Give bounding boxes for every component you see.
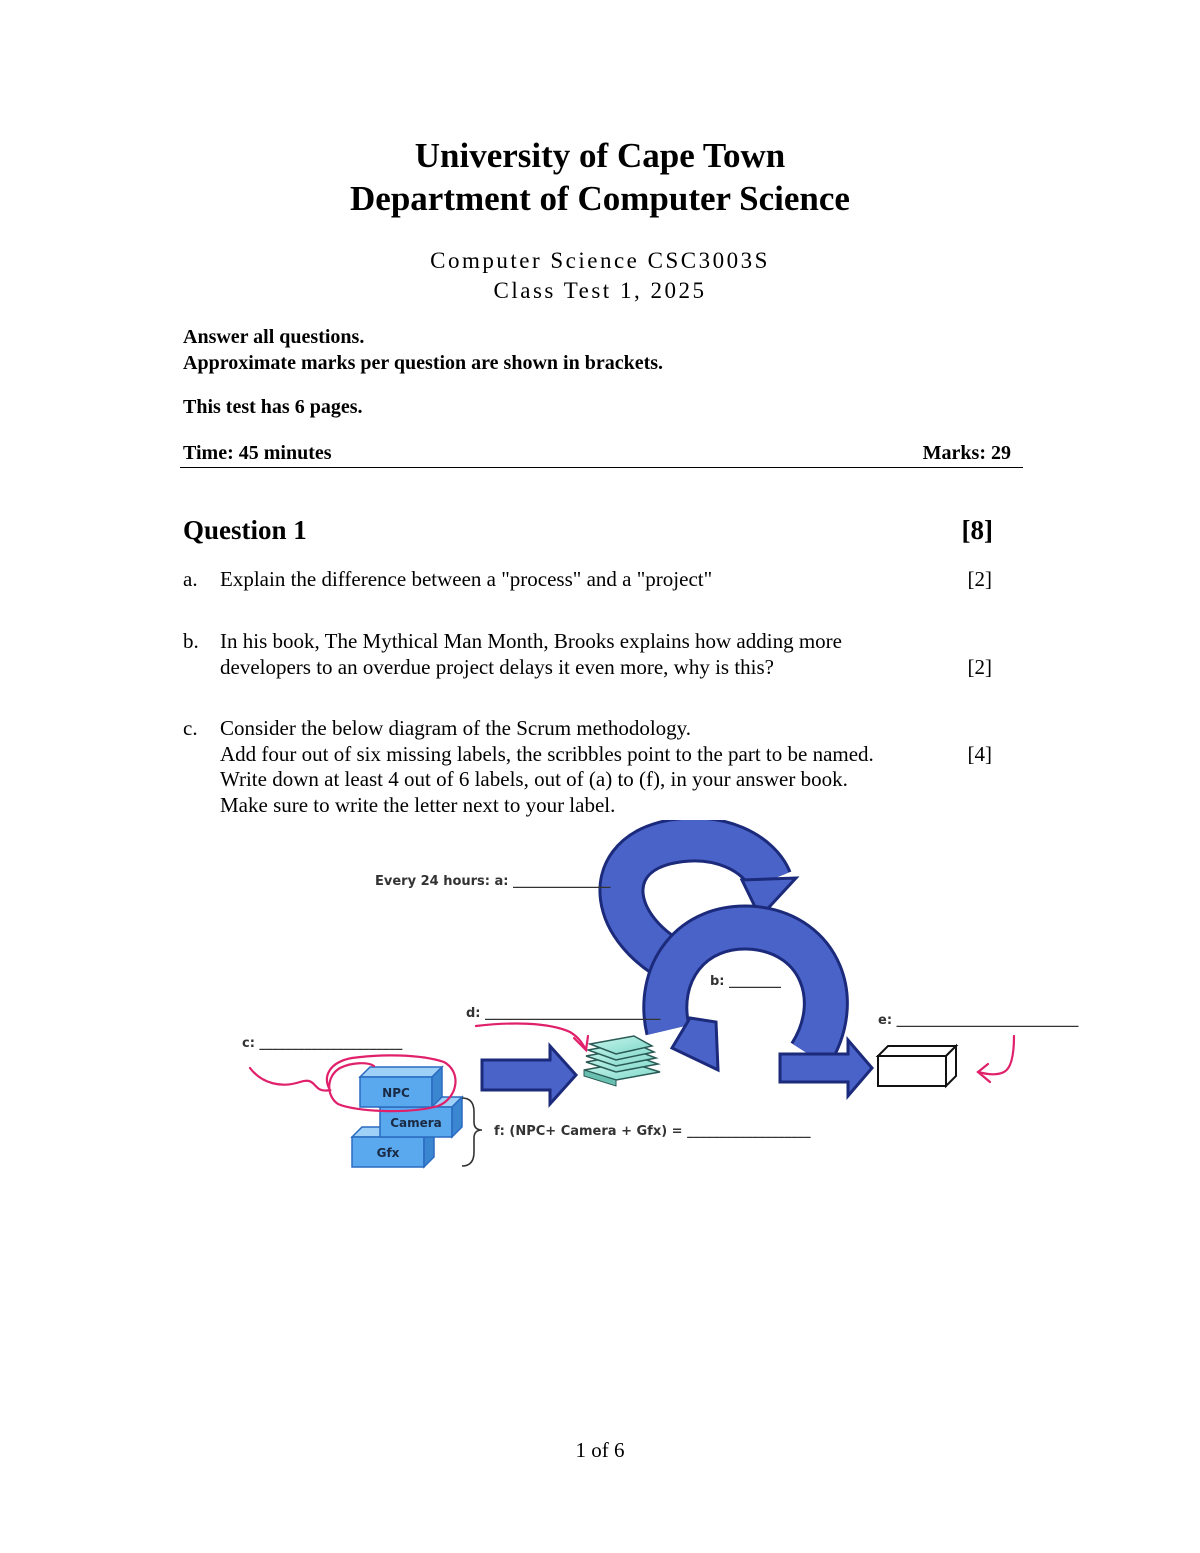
part-b-letter: b. (183, 629, 199, 653)
part-c-line4: Make sure to write the letter next to your label. (220, 793, 616, 817)
part-b-line2: developers to an overdue project delays it even more, why is this? (220, 655, 774, 679)
label-c: c: ______________________ (242, 1036, 403, 1051)
label-f: f: (NPC+ Camera + Gfx) = ___________________ (494, 1124, 811, 1139)
course-name: Computer Science CSC3003S (430, 248, 770, 273)
part-b-marks: [2] (967, 655, 992, 679)
question-1-total: [8] (961, 515, 993, 545)
time-allowed: Time: 45 minutes (183, 442, 332, 464)
part-b-line1: In his book, The Mythical Man Month, Brooks explains how adding more (220, 629, 842, 653)
university-title: University of Cape Town (414, 136, 786, 175)
scrum-diagram (0, 820, 1200, 1180)
box-npc-label: NPC (382, 1086, 410, 1100)
label-d: d: ___________________________ (466, 1006, 661, 1021)
header-divider (180, 467, 1023, 468)
department-title: Department of Computer Science (350, 179, 850, 218)
box-camera-label: Camera (390, 1116, 442, 1130)
instruction-answer-all: Answer all questions. (183, 326, 365, 348)
part-c-line1: Consider the below diagram of the Scrum methodology. (220, 716, 692, 740)
question-1-title: Question 1 (183, 515, 307, 545)
backlog-arrow (482, 1046, 576, 1104)
part-c-line2: Add four out of six missing labels, the scribbles point to the part to be named. (220, 742, 874, 766)
label-b: b: ________ (710, 974, 782, 989)
part-a-marks: [2] (967, 567, 992, 591)
part-c-marks: [4] (967, 742, 992, 766)
part-c-line3: Write down at least 4 out of 6 labels, out of (a) to (f), in your answer book. (220, 767, 848, 791)
part-a-text: Explain the difference between a "process" and a "project" (220, 567, 713, 591)
sprint-loop-arrow (665, 928, 826, 1070)
part-c-letter: c. (183, 716, 198, 740)
npc-box (360, 1067, 442, 1107)
instruction-marks-note: Approximate marks per question are shown in brackets. (183, 352, 664, 374)
total-marks: Marks: 29 (922, 442, 1011, 464)
label-a: Every 24 hours: a: _______________ (375, 874, 611, 889)
label-e: e: ____________________________ (878, 1013, 1079, 1028)
part-a-letter: a. (183, 567, 198, 591)
page-number: 1 of 6 (575, 1438, 625, 1462)
grouping-brace (462, 1098, 482, 1166)
increment-box (878, 1046, 956, 1086)
box-gfx-label: Gfx (376, 1146, 400, 1160)
sprint-backlog-stack (584, 1036, 660, 1086)
product-backlog-boxes (352, 1067, 482, 1167)
scribble-d (476, 1024, 586, 1050)
test-name: Class Test 1, 2025 (493, 278, 707, 303)
page-count-note: This test has 6 pages. (183, 396, 363, 418)
